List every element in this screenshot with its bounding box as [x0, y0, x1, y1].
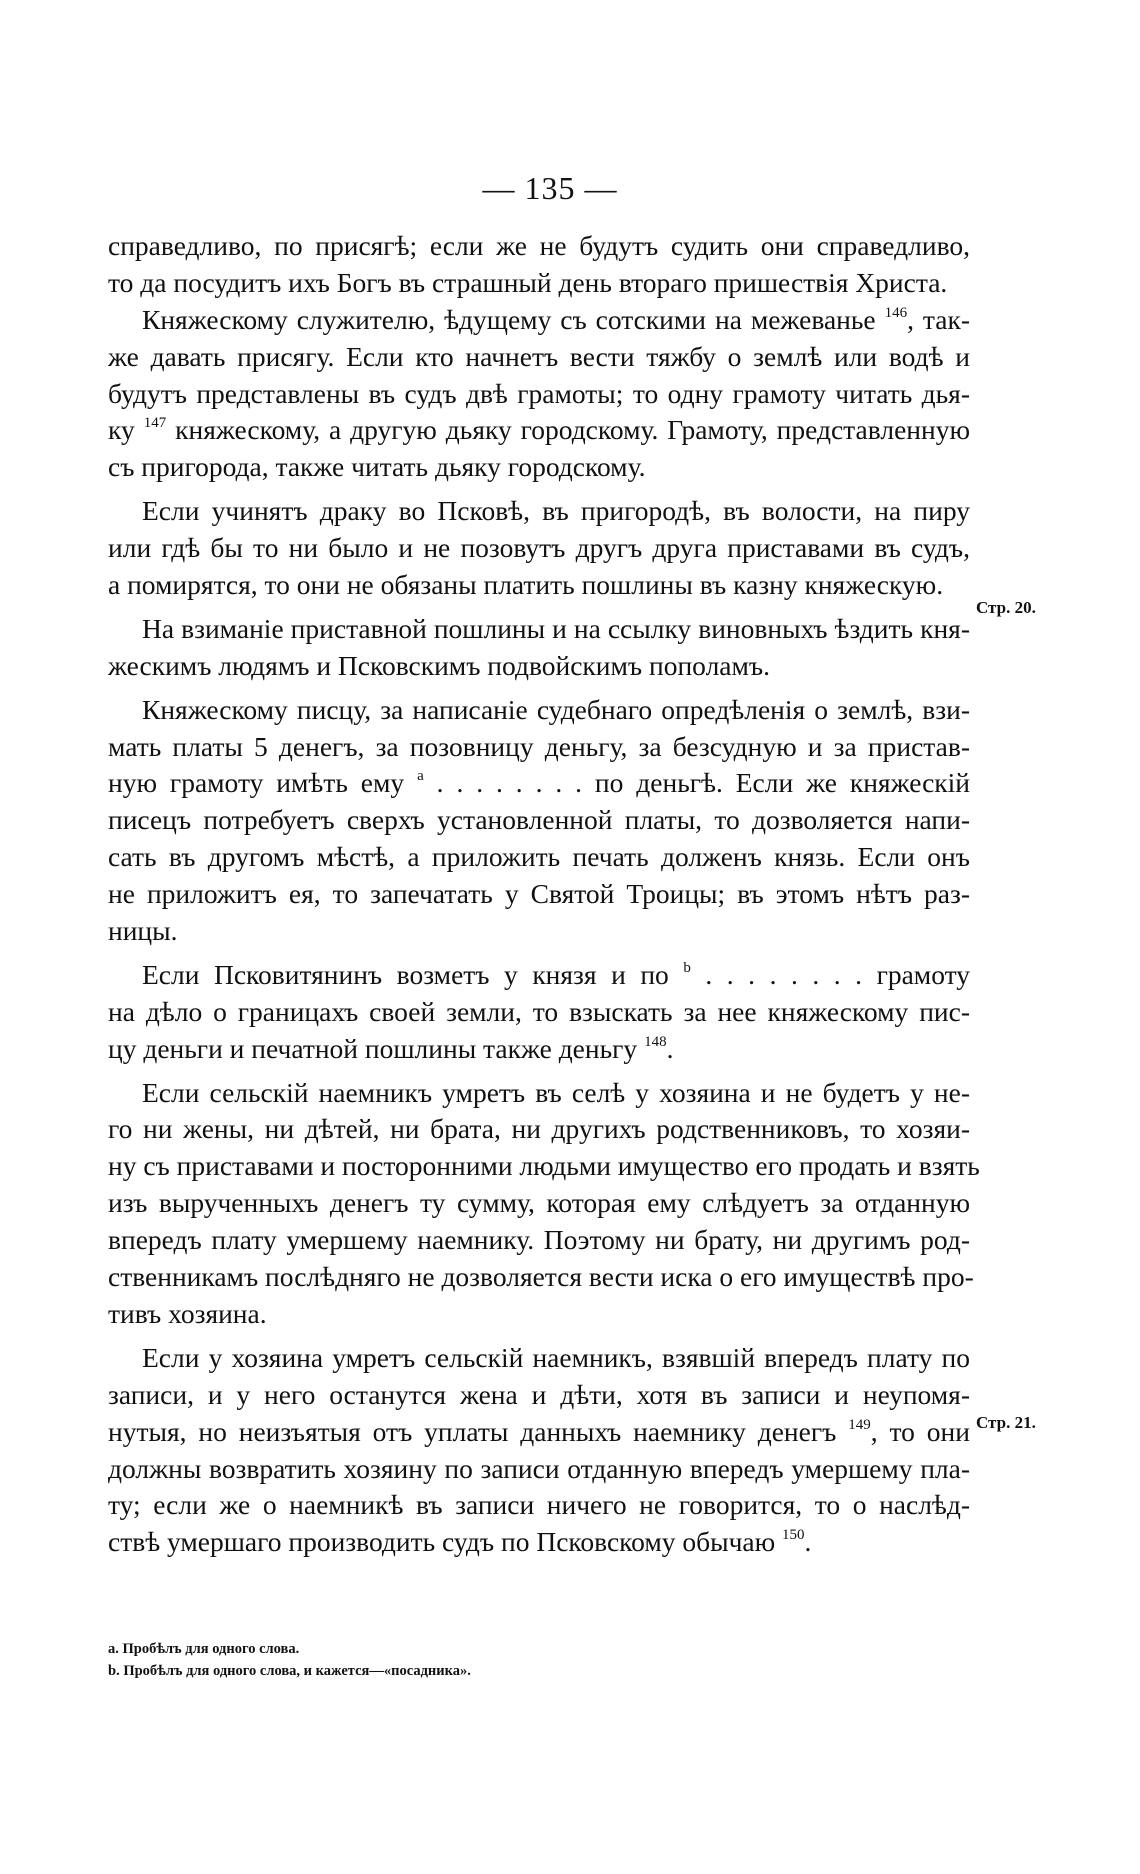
text-line — [108, 567, 970, 604]
text-segment: справедливо, по присягѣ; если же не будутъ судить они справедливо, — [108, 230, 970, 261]
text-line — [108, 1377, 970, 1414]
footnotes — [108, 1638, 728, 1682]
text-line — [108, 1259, 974, 1296]
text-line — [108, 876, 970, 913]
text-line — [108, 765, 970, 802]
text-line — [108, 493, 970, 530]
text-segment: . . . . . . . . по деньгѣ. Если же княжескій — [436, 767, 971, 799]
text-line — [108, 1222, 970, 1259]
page-number: — 135 — — [482, 170, 618, 206]
text-segment: записи, и у него останутся жена и дѣти, хотя въ записи и неупомя- — [108, 1378, 970, 1410]
body-text — [108, 228, 980, 1561]
text-segment: , то они — [870, 1415, 970, 1447]
text-segment: на дѣло о границахъ своей земли, то взыскать за нее княжескому пис- — [108, 995, 970, 1027]
text-segment: цу деньги и печатной пошлины также деньгу — [108, 1032, 638, 1064]
footnote-a: а. Пробѣлъ для одного слова. — [108, 1641, 300, 1657]
text-segment: жескимъ людямъ и Псковскимъ подвойскимъ пополамъ. — [108, 649, 771, 681]
text-segment: . . . . . . . . грамоту — [705, 958, 971, 990]
text-line — [108, 1296, 970, 1333]
text-segment: ственникамъ послѣдняго не дозволяется вести иска о его имуществѣ про- — [108, 1261, 974, 1293]
text-segment: тивъ хозяина. — [108, 1297, 267, 1329]
text-line — [108, 339, 970, 376]
text-line — [108, 1524, 970, 1561]
footnote-marker: 150 — [782, 1527, 805, 1544]
text-line — [108, 913, 970, 950]
text-segment: . — [804, 1526, 812, 1558]
text-line — [108, 1031, 970, 1068]
text-segment: княжескому, а другую дьяку городскому. Грамоту, представленную — [175, 414, 971, 446]
text-segment: или гдѣ бы то ни было и не позовутъ другъ друга приставами въ судъ, — [108, 532, 970, 564]
text-line — [108, 412, 970, 449]
text-line — [108, 228, 970, 265]
text-segment: а помирятся, то они не обязаны платить пошлины въ казну княжескую. — [108, 569, 944, 601]
text-segment: Княжескому писцу, за написаніе судебнаго опредѣленія о землѣ, взи- — [142, 693, 970, 725]
text-segment: . — [666, 1032, 674, 1064]
text-segment: ку — [108, 414, 135, 446]
footnote-marker: b — [683, 959, 691, 976]
text-line — [108, 1148, 980, 1185]
footnote-marker: а — [417, 768, 424, 785]
text-segment: го ни жены, ни дѣтей, ни брата, ни другихъ родственниковъ, то хозяи- — [108, 1113, 970, 1145]
text-segment: будутъ представлены въ судъ двѣ грамоты; то одну грамоту читать дья- — [108, 377, 970, 409]
text-segment: Если сельскій наемникъ умретъ въ селѣ у хозяина и не будетъ у не- — [142, 1076, 970, 1108]
text-line — [108, 729, 970, 766]
text-segment: мать платы 5 денегъ, за позовницу деньгу, за безсудную и за пристав- — [108, 730, 970, 762]
text-segment: ствѣ умершаго производить судъ по Псковскому обычаю — [108, 1526, 776, 1558]
footnote-marker: 146 — [884, 304, 908, 321]
text-segment: ную грамоту имѣть ему — [108, 767, 405, 799]
text-line — [108, 1185, 970, 1222]
text-line — [108, 1075, 970, 1112]
text-segment: должны возвратить хозяину по записи отданную впередъ умершему пла- — [108, 1452, 970, 1484]
footnote-marker: 147 — [143, 415, 167, 432]
text-line — [108, 1451, 970, 1488]
text-line — [108, 957, 970, 994]
text-line — [108, 802, 970, 839]
text-line — [108, 1414, 970, 1451]
text-line — [108, 1111, 970, 1148]
text-segment: не приложитъ ея, то запечатать у Святой Троицы; въ этомъ нѣтъ раз- — [108, 878, 970, 910]
text-segment: , так- — [907, 303, 971, 335]
text-segment: Если Псковитянинъ возметъ у князя и по — [142, 958, 669, 990]
text-line — [108, 839, 970, 876]
text-segment: нутыя, но неизъятыя отъ уплаты данныхъ наемнику денегъ — [108, 1415, 837, 1447]
margin-note-page-21: Стр. 21. — [976, 1413, 1036, 1432]
text-line — [108, 692, 970, 729]
text-segment: ницы. — [108, 915, 178, 947]
text-segment: то да посудитъ ихъ Богъ въ страшный день втораго пришествія Христа. — [108, 266, 948, 298]
text-segment: писецъ потребуетъ сверхъ установленной платы, то дозволяется напи- — [108, 804, 970, 836]
text-segment: На взиманіе приставной пошлины и на ссылку виновныхъ ѣздить кня- — [142, 612, 970, 644]
footnote-marker: 149 — [848, 1416, 871, 1433]
footnote-b: b. Пробѣлъ для одного слова, и кажется—«посадника». — [108, 1663, 471, 1679]
text-line — [108, 1487, 970, 1524]
text-line — [108, 611, 970, 648]
text-line — [108, 648, 970, 685]
text-segment: ну съ приставами и посторонними людьми имущество его продать и взять — [108, 1150, 980, 1182]
text-line — [108, 530, 970, 567]
text-line — [108, 265, 970, 302]
text-segment: сать въ другомъ мѣстѣ, а приложить печать долженъ князь. Если онъ — [108, 841, 970, 873]
footnote-marker: 148 — [644, 1033, 667, 1050]
text-segment: Если у хозяина умретъ сельскій наемникъ, взявшій впередъ плату по — [142, 1341, 970, 1373]
text-segment: съ пригорода, также читать дьяку городскому. — [108, 451, 646, 483]
text-segment: изъ вырученныхъ денегъ ту сумму, которая ему слѣдуетъ за отданную — [108, 1187, 970, 1219]
text-line — [108, 994, 970, 1031]
text-line — [108, 1340, 970, 1377]
margin-note-page-20: Стр. 20. — [976, 598, 1036, 617]
text-segment: Княжескому служителю, ѣдущему съ сотскими на межеванье — [142, 303, 876, 335]
text-line — [108, 302, 970, 339]
text-segment: впередъ плату умершему наемнику. Поэтому ни брату, ни другимъ род- — [108, 1224, 970, 1256]
text-segment: же давать присягу. Если кто начнетъ вести тяжбу о землѣ или водѣ и — [108, 340, 970, 372]
text-segment: Если учинятъ драку во Псковѣ, въ пригородѣ, въ волости, на пиру — [142, 495, 970, 527]
text-line — [108, 449, 970, 486]
text-segment: ту; если же о наемникѣ въ записи ничего не говорится, то о наслѣд- — [108, 1489, 970, 1521]
text-line — [108, 376, 970, 413]
